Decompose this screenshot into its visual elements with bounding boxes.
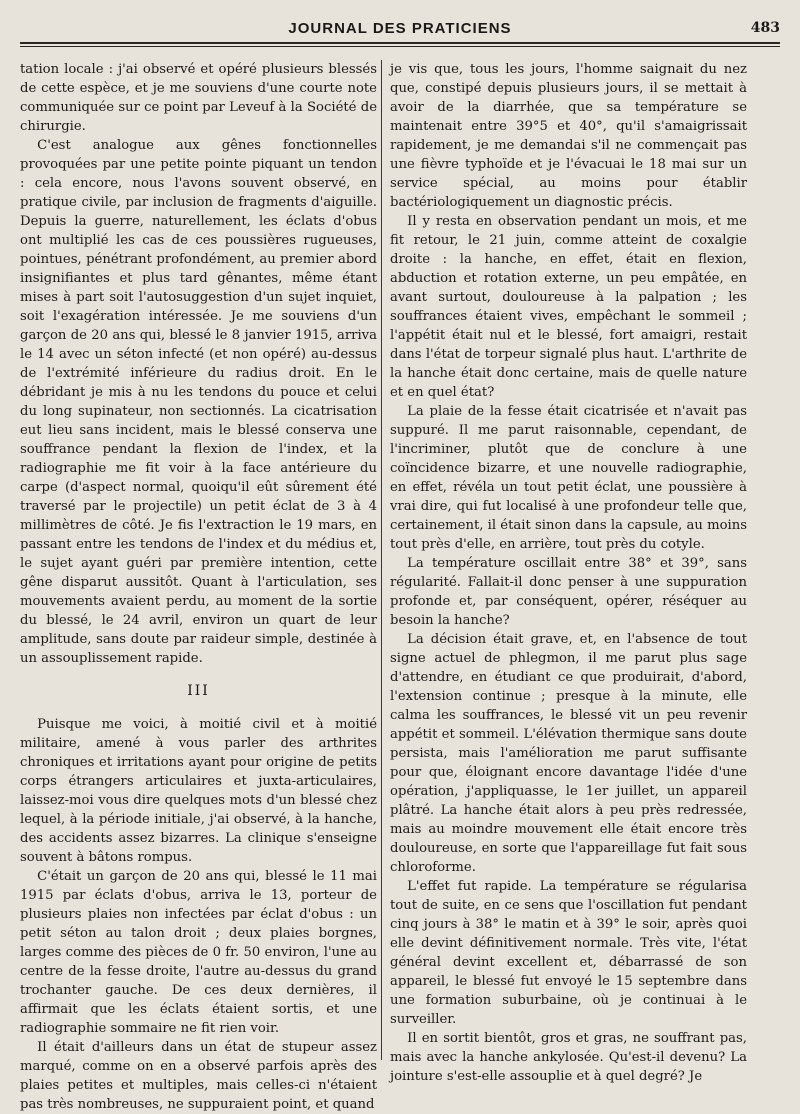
paragraph: L'effet fut rapide. La température se régularisa tout de suite, en ce sens que l'oscillation fut pendant cinq jours à 38° le matin et à 39° le soir, après quoi elle devint définitivement normale. Très vite, l'état général devint excellent et, débarrassé de son appareil, le blessé fut envoyé le 15 septembre dans une formation suburbaine, où je continuai à le surveiller. — [390, 879, 747, 1027]
right-column — [390, 60, 747, 1084]
paragraph: La plaie de la fesse était cicatrisée et n'avait pas suppuré. Il me parut raisonnable, cependant, de l'incriminer, plutôt que de conclure à une coïncidence bizarre, et une nouvelle radiographie, en effet, révéla un tout petit éclat, une poussière à vrai dire, qui fut localisé à une profondeur telle que, certainement, il était sinon dans la capsule, au moins tout près d'elle, en arrière, tout près du cotyle. — [390, 404, 747, 552]
page-number: 483 — [750, 20, 780, 36]
section-heading: III — [187, 683, 210, 699]
paragraph: Il était d'ailleurs dans un état de stupeur assez marqué, comme on en a observé parfois après des plaies petites et multiples, mais celles-ci n'étaient pas très nombreuses, ne suppuraient point, et quand — [20, 1040, 377, 1112]
paragraph: tation locale : j'ai observé et opéré plusieurs blessés de cette espèce, et je me souviens d'une courte note communiquée sur ce point par Leveuf à la Société de chirurgie. — [20, 62, 377, 134]
page-header — [20, 18, 780, 40]
paragraph: C'était un garçon de 20 ans qui, blessé le 11 mai 1915 par éclats d'obus, arriva le 13, porteur de plusieurs plaies non infectées par éclat d'obus : un petit séton au talon droit ; deux plaies borgnes, larges comme des pièces de 0 fr. 50 environ, l'une au centre de la fesse droite, l'autre au-dessus du grand trochanter gauche. De ces deux dernières, il affirmait que les éclats étaient sortis, et une radiographie sommaire ne fit rien voir. — [20, 869, 377, 1036]
paragraph: La décision était grave, et, en l'absence de tout signe actuel de phlegmon, il me parut plus sage d'attendre, en étudiant ce que produirait, d'abord, l'extension continue ; presque à la minute, elle calma les souffrances, le blessé vit un peu revenir appétit et sommeil. L'élévation thermique sans doute persista, mais l'amélioration me parut suffisante pour que, éloignant encore davantage l'idée d'une opération, j'appliquasse, le 1er juillet, un appareil plâtré. La hanche était alors à peu près redressée, mais au moindre mouvement elle était encore très douloureuse, en sorte que l'appareillage fut fait sous chloroforme. — [390, 632, 747, 875]
paragraph: je vis que, tous les jours, l'homme saignait du nez que, constipé depuis plusieurs jours, il se mettait à avoir de la diarrhée, que sa température se maintenait entre 39°5 et 40°, qu'il s'amaigrissait rapidement, je me demandai s'il ne commençait pas une fièvre typhoïde et je l'évacuai le 18 mai sur un service spécial, au moins pour établir bactériologiquement un diagnostic précis. — [390, 62, 747, 210]
paragraph: Il y resta en observation pendant un mois, et me fit retour, le 21 juin, comme atteint de coxalgie droite : la hanche, en effet, était en flexion, abduction et rotation externe, un peu empâtée, en avant surtout, douloureuse à la palpation ; les souffrances étaient vives, empêchant le sommeil ; l'appétit était nul et le blessé, fort amaigri, restait dans l'état de torpeur signalé plus haut. L'arthrite de la hanche était donc certaine, mais de quelle nature et en quel état? — [390, 214, 747, 400]
column-separator — [381, 60, 382, 1060]
paragraph: Il en sortit bientôt, gros et gras, ne souffrant pas, mais avec la hanche ankylosée. Qu'est-il devenu? La jointure s'est-elle assouplie et à quel degré? Je — [390, 1031, 747, 1084]
header-rule — [20, 42, 780, 47]
paragraph: La température oscillait entre 38° et 39°, sans régularité. Fallait-il donc penser à une suppuration profonde et, par conséquent, opérer, réséquer au besoin la hanche? — [390, 556, 747, 628]
paragraph: C'est analogue aux gênes fonctionnelles provoquées par une petite pointe piquant un tendon : cela encore, nous l'avons souvent observé, en pratique civile, par inclusion de fragments d'aiguille. Depuis la guerre, naturellement, les éclats d'obus ont multiplié les cas de ces poussières rugueuses, pointues, pénétrant profondément, au premier abord insignifiantes et plus tard gênantes, même étant mises à part soit l'autosuggestion d'un sujet inquiet, soit l'exagération intéressée. Je me souviens d'un garçon de 20 ans qui, blessé le 8 janvier 1915, arriva le 14 avec un séton infecté (et non opéré) au-dessus de l'extrémité inférieure du radius droit. En le débridant je mis à nu les tendons du pouce et celui du long supinateur, non sectionnés. La cicatrisation eut lieu sans incident, mais le blessé conserva une souffrance pendant la flexion de l'index, et la radiographie me fit voir à la face antérieure du carpe (d'aspect normal, quoiqu'il eût sûrement été traversé par le projectile) un petit éclat de 3 à 4 millimètres de côté. Je fis l'extraction le 19 mars, en passant entre les tendons de l'index et du médius et, le sujet ayant guéri par première intention, cette gêne disparut aussitôt. Quant à l'articulation, ses mouvements avaient perdu, au moment de la sortie du blessé, le 24 avril, environ un quart de leur amplitude, sans doute par raideur simple, destinée à un assouplissement rapide. — [20, 138, 377, 666]
paragraph: Puisque me voici, à moitié civil et à moitié militaire, amené à vous parler des arthrites chroniques et irritations ayant pour origine de petits corps étrangers articulaires et juxta-articulaires, laissez-moi vous dire quelques mots d'un blessé chez lequel, à la période initiale, j'ai observé, à la hanche, des accidents assez bizarres. La clinique s'enseigne souvent à bâtons rompus. — [20, 717, 377, 865]
left-column — [20, 60, 377, 1112]
journal-title: JOURNAL DES PRATICIENS — [288, 20, 512, 37]
